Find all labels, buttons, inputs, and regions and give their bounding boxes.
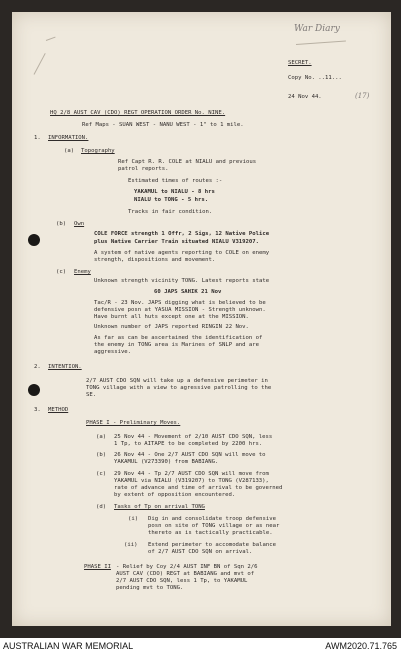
text-line: aggressive.: [94, 349, 132, 355]
section-number: 2.: [34, 364, 41, 370]
copy-number: Copy No. ..11...: [288, 75, 342, 81]
para-label: (b): [56, 221, 67, 227]
text-line: - Relief by Coy 2/4 AUST INF BN of Sqn 2/6: [116, 564, 258, 570]
text-line: Ref Capt R. R. COLE at NIALU and previous: [118, 159, 257, 165]
text-line: Tracks in fair condition.: [128, 209, 213, 215]
text-line: 1 Tp, to AITAPE to be completed by 2200 hrs.: [114, 441, 263, 447]
handwritten-underline: [296, 41, 346, 45]
text-line: pending mvt to TONG.: [116, 585, 184, 591]
heading-own: Own: [74, 221, 85, 227]
text-line: Unknown strength vicinity TONG. Latest reports state: [94, 278, 270, 284]
text-line: 29 Nov 44 - Tp 2/7 AUST CDO SQN will move from: [114, 471, 269, 477]
text-line: Extend perimeter to accomodate balance: [148, 542, 276, 548]
pencil-mark: [34, 53, 46, 75]
text-line: Tac/R - 23 Nov. JAPS digging what is believed to be: [94, 300, 266, 306]
text-line: YAKAMUL (V273390) from BABIANG.: [114, 459, 219, 465]
para-label: (d): [96, 504, 107, 510]
text-line: COLE FORCE strength 1 Offr, 2 Sigs, 12 Native Police: [94, 231, 270, 237]
text-line: YAKAMUL via NIALU (V319207) to TONG (V287133),: [114, 478, 269, 484]
para-label: (c): [96, 471, 107, 477]
punch-hole-bottom: [28, 384, 40, 396]
text-line: TONG village with a view to agressive patrolling to the: [86, 385, 272, 391]
section-heading-method: METHOD: [48, 407, 69, 413]
text-line: A system of native agents reporting to COLE on enemy: [94, 250, 270, 256]
para-label: (c): [56, 269, 67, 275]
text-line: plus Native Carrier Train situated NIALU V319207.: [94, 239, 260, 245]
text-line: 25 Nov 44 - Movement of 2/10 AUST CDO SQN, less: [114, 434, 273, 440]
para-label: (b): [96, 452, 107, 458]
item-reference: AWM2020.71.765: [325, 641, 397, 651]
route-line: NIALU to TONG - 5 hrs.: [134, 197, 209, 203]
handwritten-note: War Diary: [294, 24, 340, 34]
order-title: HQ 2/8 AUST CAV (CDO) REGT OPERATION ORDER No. NINE.: [50, 110, 226, 116]
heading-enemy: Enemy: [74, 269, 91, 275]
text-line: 60 JAPS SAHIK 21 Nov: [154, 289, 222, 295]
sub-label: (ii): [124, 542, 138, 548]
text-line: Unknown number of JAPS reported RINGIN 22 Nov.: [94, 324, 249, 330]
pencil-mark: [46, 37, 56, 41]
archive-footer: [0, 638, 401, 653]
reference-maps: Ref Maps - SUAN WEST - NANU WEST - 1" to 1 mile.: [82, 122, 244, 128]
order-date: 24 Nov 44.: [288, 94, 322, 100]
para-label: (a): [64, 148, 75, 154]
route-line: YAKAMUL to NIALU - 8 hrs: [134, 189, 215, 195]
text-line: SE.: [86, 392, 97, 398]
text-line: 2/7 AUST CDO SQN, less 1 Tp, to YAKAMUL: [116, 578, 248, 584]
text-line: defensive posn at YASUA MISSION - Strength unknown.: [94, 307, 266, 313]
text-line: Have burnt all huts except one at the MISSION.: [94, 314, 249, 320]
text-line: Dig in and consolidate troop defensive: [148, 516, 276, 522]
section-number: 1.: [34, 135, 41, 141]
archive-name: AUSTRALIAN WAR MEMORIAL: [3, 641, 134, 651]
text-line: rate of advance and time of arrival to be governed: [114, 485, 283, 491]
text-line: AUST CAV (CDO) REGT at BABIANG and mvt of: [116, 571, 255, 577]
punch-hole-top: [28, 234, 40, 246]
text-line: strength, dispositions and movement.: [94, 257, 216, 263]
text-line: by extent of opposition encountered.: [114, 492, 236, 498]
text-line: of 2/7 AUST CDO SQN on arrival.: [148, 549, 253, 555]
section-heading-information: INFORMATION.: [48, 135, 89, 141]
text-line: patrol reports.: [118, 166, 169, 172]
text-line: As far as can be ascertained the identification of: [94, 335, 263, 341]
para-label: (a): [96, 434, 107, 440]
sub-label: (i): [128, 516, 139, 522]
heading-tasks: Tasks of Tp on arrival TONG: [114, 504, 205, 510]
text-line: posn on site of TONG village or as near: [148, 523, 280, 529]
secret-marking: SECRET.: [288, 60, 312, 66]
document-sheet: [12, 12, 391, 626]
heading-topography: Topography: [81, 148, 115, 154]
text-line: Estimated times of routes :-: [128, 178, 223, 184]
text-line: 26 Nov 44 - One 2/7 AUST CDO SQN will move to: [114, 452, 266, 458]
text-line: the enemy in TONG area is Marines of SNLP and are: [94, 342, 260, 348]
phase-one-heading: PHASE I - Preliminary Moves.: [86, 420, 181, 426]
section-heading-intention: INTENTION.: [48, 364, 82, 370]
text-line: thereto as is tactically practicable.: [148, 530, 273, 536]
section-number: 3.: [34, 407, 41, 413]
handwritten-mark: (17): [355, 92, 370, 100]
phase-two-heading: PHASE II: [84, 564, 111, 570]
text-line: 2/7 AUST CDO SQN will take up a defensive perimeter in: [86, 378, 268, 384]
